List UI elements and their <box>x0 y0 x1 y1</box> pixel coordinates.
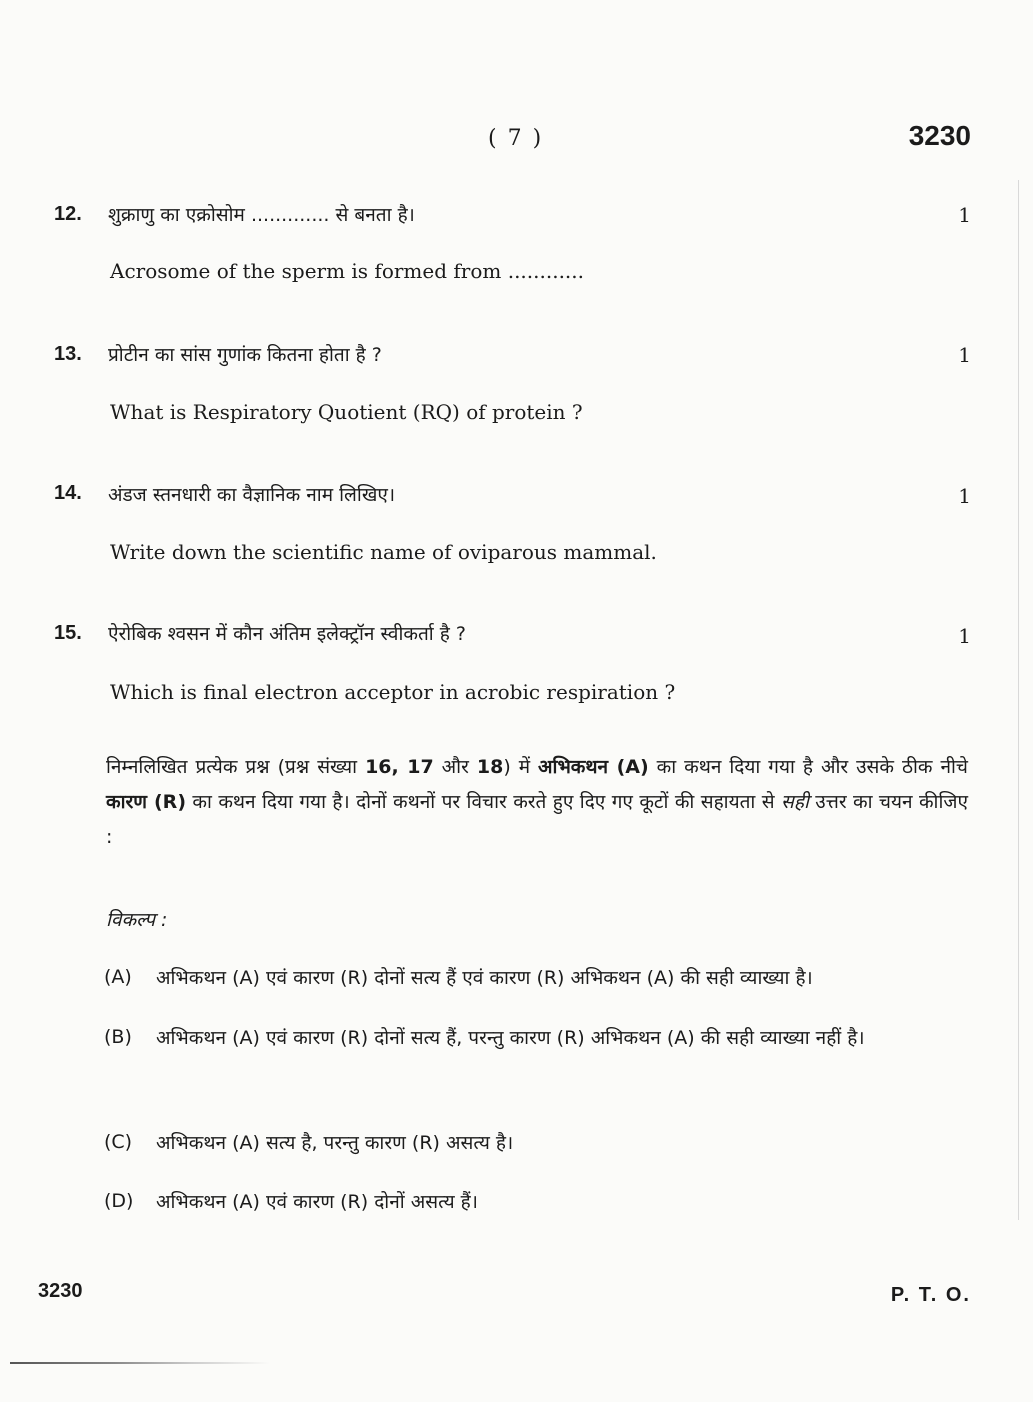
instruction-text: ) में <box>503 756 539 778</box>
option-a-text: अभिकथन (A) एवं कारण (R) दोनों सत्य हैं एवं कारण (R) अभिकथन (A) की सही व्याख्या है। <box>156 967 813 989</box>
assertion-label: अभिकथन (A) <box>538 756 649 778</box>
assertion-reason-instructions <box>106 750 968 855</box>
option-b-text: अभिकथन (A) एवं कारण (R) दोनों सत्य हैं, परन्तु कारण (R) अभिकथन (A) की सही व्याख्या नहीं है। <box>156 1027 865 1049</box>
page-number: ( 7 ) <box>488 126 544 151</box>
question-12-hindi: शुक्राणु का एक्रोसोम ............. से बनता है। <box>108 204 415 226</box>
instruction-question-number-last: 18 <box>476 756 504 778</box>
option-d-letter: (D) <box>104 1190 134 1212</box>
instruction-text: का कथन दिया गया है और उसके ठीक नीचे <box>648 756 968 778</box>
option-c-text: अभिकथन (A) सत्य है, परन्तु कारण (R) असत्य है। <box>156 1132 514 1154</box>
instruction-text: का कथन दिया गया है। दोनों कथनों पर विचार करते हुए दिए गए कूटों की सहायता से <box>186 791 782 813</box>
scan-artifact-line <box>10 1362 270 1364</box>
correct-word: सही <box>781 791 809 813</box>
option-d-text: अभिकथन (A) एवं कारण (R) दोनों असत्य हैं। <box>156 1191 478 1213</box>
question-12-english: Acrosome of the sperm is formed from ............ <box>110 259 585 283</box>
paper-code-footer: 3230 <box>38 1280 83 1302</box>
instruction-text: और <box>433 756 477 778</box>
question-15-hindi: ऐरोबिक श्वसन में कौन अंतिम इलेक्ट्रॉन स्वीकर्ता है ? <box>108 623 466 645</box>
question-number-15: 15. <box>54 622 82 644</box>
reason-label: कारण (R) <box>106 791 186 813</box>
instruction-question-numbers: 16, 17 <box>365 756 434 778</box>
option-b-letter: (B) <box>104 1026 132 1048</box>
question-14-marks: 1 <box>958 484 971 508</box>
question-15-marks: 1 <box>958 624 971 648</box>
paper-code-header: 3230 <box>908 120 971 151</box>
question-15-english: Which is final electron acceptor in acrobic respiration ? <box>110 680 676 704</box>
option-a-letter: (A) <box>104 966 132 988</box>
question-14-hindi: अंडज स्तनधारी का वैज्ञानिक नाम लिखिए। <box>108 484 396 506</box>
question-13-marks: 1 <box>958 343 971 367</box>
question-13-english: What is Respiratory Quotient (RQ) of protein ? <box>110 400 583 424</box>
question-13-hindi: प्रोटीन का सांस गुणांक कितना होता है ? <box>108 344 382 366</box>
instruction-text: निम्नलिखित प्रत्येक प्रश्न (प्रश्न संख्या <box>106 756 366 778</box>
options-heading: विकल्प : <box>106 909 168 931</box>
option-c-letter: (C) <box>104 1131 133 1153</box>
question-number-12: 12. <box>54 203 82 225</box>
please-turn-over: P. T. O. <box>890 1284 971 1306</box>
question-14-english: Write down the scientific name of oviparous mammal. <box>110 540 657 564</box>
question-12-marks: 1 <box>958 203 971 227</box>
scan-edge-line <box>1018 180 1019 1220</box>
question-number-13: 13. <box>54 343 82 365</box>
question-number-14: 14. <box>54 482 82 504</box>
instruction-text: उत्तर का चयन कीजिए : <box>106 791 968 848</box>
